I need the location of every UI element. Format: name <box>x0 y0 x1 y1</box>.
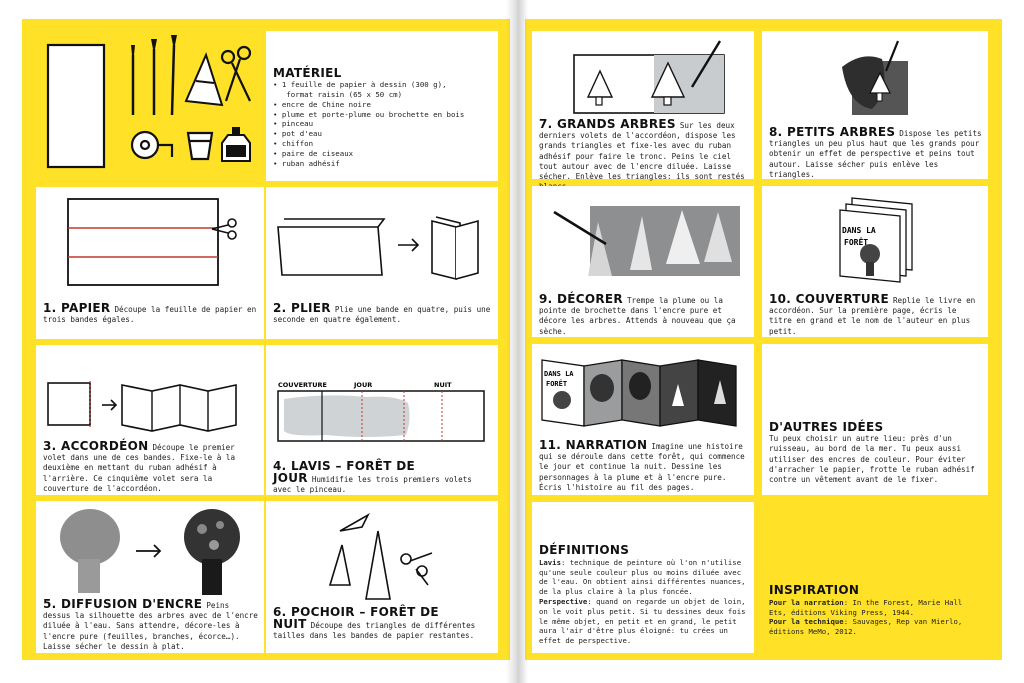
perspective-definition: : quand on regarde un objet de loin, on le voit plus petit. Si tu dessines deux fois le même objet, en petit et en grand, le petit aura l'air d'être plus éloigné: tu crées un effet de perspective. <box>539 596 746 646</box>
materials-item: • paire de ciseaux <box>273 148 354 158</box>
step-11-card <box>532 344 754 495</box>
step-title: 9. DÉCORER <box>539 292 623 306</box>
step-9-card <box>532 186 754 337</box>
step-3-card <box>36 345 264 495</box>
tools-illustration <box>36 31 264 181</box>
step-title: 4. LAVIS – FORÊT DE JOUR <box>273 459 416 486</box>
step-text: Humidifie les trois premiers volets avec le pinceau. <box>273 475 472 495</box>
step-text: Replie le livre en accordéon. Sur la première page, écris le titre en grand et le nom de l'auteur en plus petit. <box>769 296 976 336</box>
definitions-card <box>532 502 754 653</box>
materials-item: • pot d'eau <box>273 129 322 139</box>
cover-title-line2: FORÊT <box>844 238 869 247</box>
step-title: 7. GRANDS ARBRES <box>539 117 676 131</box>
materials-item: • plume et porte-plume ou brochette en bois <box>273 109 465 119</box>
materials-item: • chiffon <box>273 138 314 148</box>
other-ideas-card <box>762 344 988 495</box>
step-title: 6. POCHOIR – FORÊT DE NUIT <box>273 605 439 632</box>
other-ideas-text: Tu peux choisir un autre lieu: près d'un ruisseau, au bord de la mer. Tu peux aussi utiliser des encres de couleur. Pour éviter d'arracher le papier, frotte le ruban adhésif contre un vêtement avant de le fixer. <box>769 434 975 485</box>
scissors-icon <box>401 553 432 585</box>
step-text: Découpe des triangles de différentes tailles dans les bandes de papier restantes. <box>273 621 476 641</box>
step-title: 3. ACCORDÉON <box>43 439 149 453</box>
tape-icon <box>132 132 172 158</box>
book-fold-shadow <box>506 0 528 683</box>
step-text: Sur les deux derniers volets de l'accordéon, dispose les grands triangles et fixe-les avec du ruban adhésif pour faire le tronc. Peins le ciel tout autour avec de l'encre diluée. Laisse sécher. Enlève les triangles: ils sont restés <box>539 121 745 182</box>
step-4-card <box>266 345 498 495</box>
water-pot-icon <box>188 133 212 159</box>
materials-item: format raisin (65 x 50 cm) <box>273 90 403 99</box>
cloth-icon <box>186 55 222 105</box>
materials-list <box>273 80 492 168</box>
materials-item: • encre de Chine noire <box>273 99 371 109</box>
step-text: Plie une bande en quatre, puis une seconde en quatre également. <box>273 305 491 325</box>
narration-source-term: Pour la narration <box>769 597 844 607</box>
ink-diffusion-illustration <box>36 501 264 601</box>
lavis-strip-illustration <box>266 345 498 455</box>
cover-title-line1: DANS LA <box>842 226 876 235</box>
inspiration-title: INSPIRATION <box>769 583 860 597</box>
label-nuit: NUIT <box>434 381 452 389</box>
decorate-illustration <box>532 186 754 286</box>
step-title: 1. PAPIER <box>43 301 111 315</box>
step-text: Dispose les petits triangles un peu plus haut que les grands pour obtenir un effet de perspective et peins tout autour. Laisse sécher puis enlève les triangles. <box>769 129 982 179</box>
fold-illustration <box>266 187 498 297</box>
technique-source: : Sauvages, Rep van Mierlo, éditions MeMo, 2012. <box>769 617 963 637</box>
step-5-card <box>36 501 264 653</box>
inspiration-section <box>762 580 988 654</box>
other-ideas-title: D'AUTRES IDÉES <box>769 420 884 434</box>
paper-sheet-icon <box>48 45 104 167</box>
lavis-term: Lavis <box>539 557 561 567</box>
step-title: 11. NARRATION <box>539 438 648 452</box>
narration-illustration <box>532 344 754 434</box>
accordion-illustration <box>36 345 264 435</box>
step-text: Découpe le premier volet dans une de ces bandes. Fixe-le à la deuxième en mettant du ruban adhésif à l'arrière. Ce cinquième volet sera la couverture de l'accordéon. <box>43 443 236 493</box>
big-trees-illustration <box>532 31 754 121</box>
definitions-title: DÉFINITIONS <box>539 543 630 557</box>
materials-item: • pinceau <box>273 119 314 129</box>
lavis-definition: : technique de peinture où l'on n'utilise qu'une seule couleur plus ou moins diluée avec de l'eau. On obtient ainsi différentes nuances, de la plus claire à la plus foncée. <box>539 557 746 597</box>
stencil-illustration <box>266 501 498 605</box>
cover-illustration <box>762 186 988 286</box>
step-title: 10. COUVERTURE <box>769 292 889 306</box>
materials-box <box>266 31 498 181</box>
scissors-icon <box>222 47 250 101</box>
materials-item: • 1 feuille de papier à dessin (300 g), <box>273 80 447 90</box>
step-title: 5. DIFFUSION D'ENCRE <box>43 597 203 611</box>
step-7-card <box>532 31 754 182</box>
narration-cover-line1: DANS LA <box>544 370 574 378</box>
step-2-card <box>266 187 498 339</box>
step-10-card <box>762 186 988 337</box>
step-text: Découpe la feuille de papier en trois bandes égales. <box>43 305 257 325</box>
label-couverture: COUVERTURE <box>278 381 327 389</box>
step-8-card <box>762 31 988 179</box>
materials-item: • ruban adhésif <box>273 158 340 168</box>
step-text: Imagine une histoire qui se déroule dans cette forêt, qui commence le jour et continue la nuit. Dessine les personnages à la plume et à l'encre pure. Écris l'histoire au fil des pages. <box>539 442 745 492</box>
ink-bottle-icon <box>222 127 250 161</box>
perspective-term: Perspective <box>539 596 588 606</box>
technique-source-term: Pour la technique <box>769 617 844 627</box>
materials-title: MATÉRIEL <box>273 66 342 80</box>
step-6-card <box>266 501 498 653</box>
narration-cover-line2: FORÊT <box>546 380 568 388</box>
label-jour: JOUR <box>354 381 373 389</box>
brush-icon <box>133 45 174 115</box>
step-text: Trempe la plume ou la pointe de brochette dans l'encre pure et décore les arbres. Attends à nouveau que ça sèche. <box>539 296 736 336</box>
step-title: 2. PLIER <box>273 301 331 315</box>
step-title: 8. PETITS ARBRES <box>769 125 896 139</box>
small-trees-illustration <box>762 31 988 125</box>
step-text: Peins dessus la silhouette des arbres avec de l'encre diluée à l'eau. Sans attendre, décore-les à l'encre pure (feuilles, branches, écorce…). Laisse sécher le dessin à plat. <box>43 601 258 651</box>
paper-cut-illustration <box>36 187 264 297</box>
step-1-card <box>36 187 264 339</box>
narration-source: : In the Forest, Marie Hall Ets, éditions Viking Press, 1944. <box>769 597 963 617</box>
